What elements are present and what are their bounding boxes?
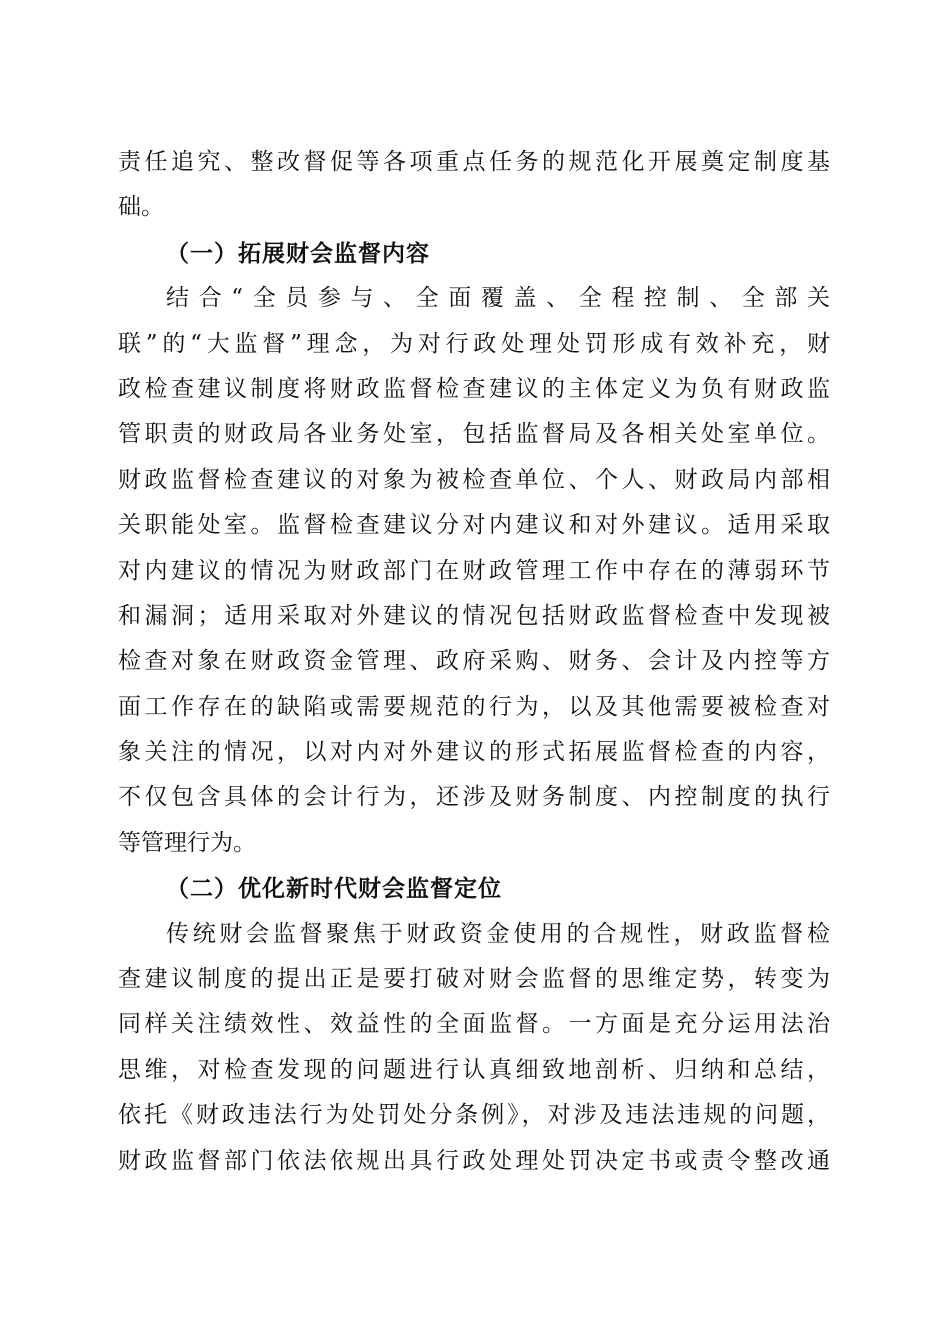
paragraph-first-line: 传统财会监督聚焦于财政资金使用的合规性，财政监督检 xyxy=(166,920,830,947)
paragraph-line: 和漏洞；适用采取对外建议的情况包括财政监督检查中发现被 xyxy=(118,602,830,629)
paragraph-line: 责任追究、整改督促等各项重点任务的规范化开展奠定制度基 xyxy=(118,149,830,175)
paragraph-line: 财政监督部门依法依规出具行政处理处罚决定书或责令整改通 xyxy=(118,1147,830,1174)
document-body xyxy=(118,140,830,1184)
paragraph-line: 财政监督检查建议的对象为被检查单位、个人、财政局内部相 xyxy=(118,466,830,493)
paragraph-line: 查建议制度的提出正是要打破对财会监督的思维定势，转变为 xyxy=(118,966,830,993)
paragraph-line: 象关注的情况，以对内对外建议的形式拓展监督检查的内容， xyxy=(118,739,830,766)
paragraph-line: 关职能处室。监督检查建议分对内建议和对外建议。适用采取 xyxy=(118,512,830,539)
paragraph-line: 面工作存在的缺陷或需要规范的行为，以及其他需要被检查对 xyxy=(118,693,830,720)
paragraph-line: 等管理行为。 xyxy=(118,829,256,856)
paragraph-line: 政检查建议制度将财政监督检查建议的主体定义为负有财政监 xyxy=(118,375,830,402)
paragraph-line: 联”的“大监督”理念，为对行政处理处罚形成有效补充，财 xyxy=(118,330,830,357)
paragraph-line: 同样关注绩效性、效益性的全面监督。一方面是充分运用法治 xyxy=(118,1011,830,1038)
paragraph-line: 检查对象在财政资金管理、政府采购、财务、会计及内控等方 xyxy=(118,648,830,675)
section-heading: （一）拓展财会监督内容 xyxy=(166,239,430,267)
paragraph-line: 对内建议的情况为财政部门在财政管理工作中存在的薄弱环节 xyxy=(118,557,830,584)
paragraph-line: 依托《财政违法行为处罚处分条例》，对涉及违法违规的问题， xyxy=(118,1102,830,1129)
paragraph-first-line: 结合“全员参与、全面覆盖、全程控制、全部关 xyxy=(166,285,830,312)
paragraph-line: 管职责的财政局各业务处室，包括监督局及各相关处室单位。 xyxy=(118,421,830,448)
section-heading: （二）优化新时代财会监督定位 xyxy=(166,875,502,903)
paragraph-line: 思维，对检查发现的问题进行认真细致地剖析、归纳和总结， xyxy=(118,1056,830,1083)
paragraph-line: 不仅包含具体的会计行为，还涉及财务制度、内控制度的执行 xyxy=(118,784,830,811)
paragraph-line: 础。 xyxy=(118,194,164,221)
